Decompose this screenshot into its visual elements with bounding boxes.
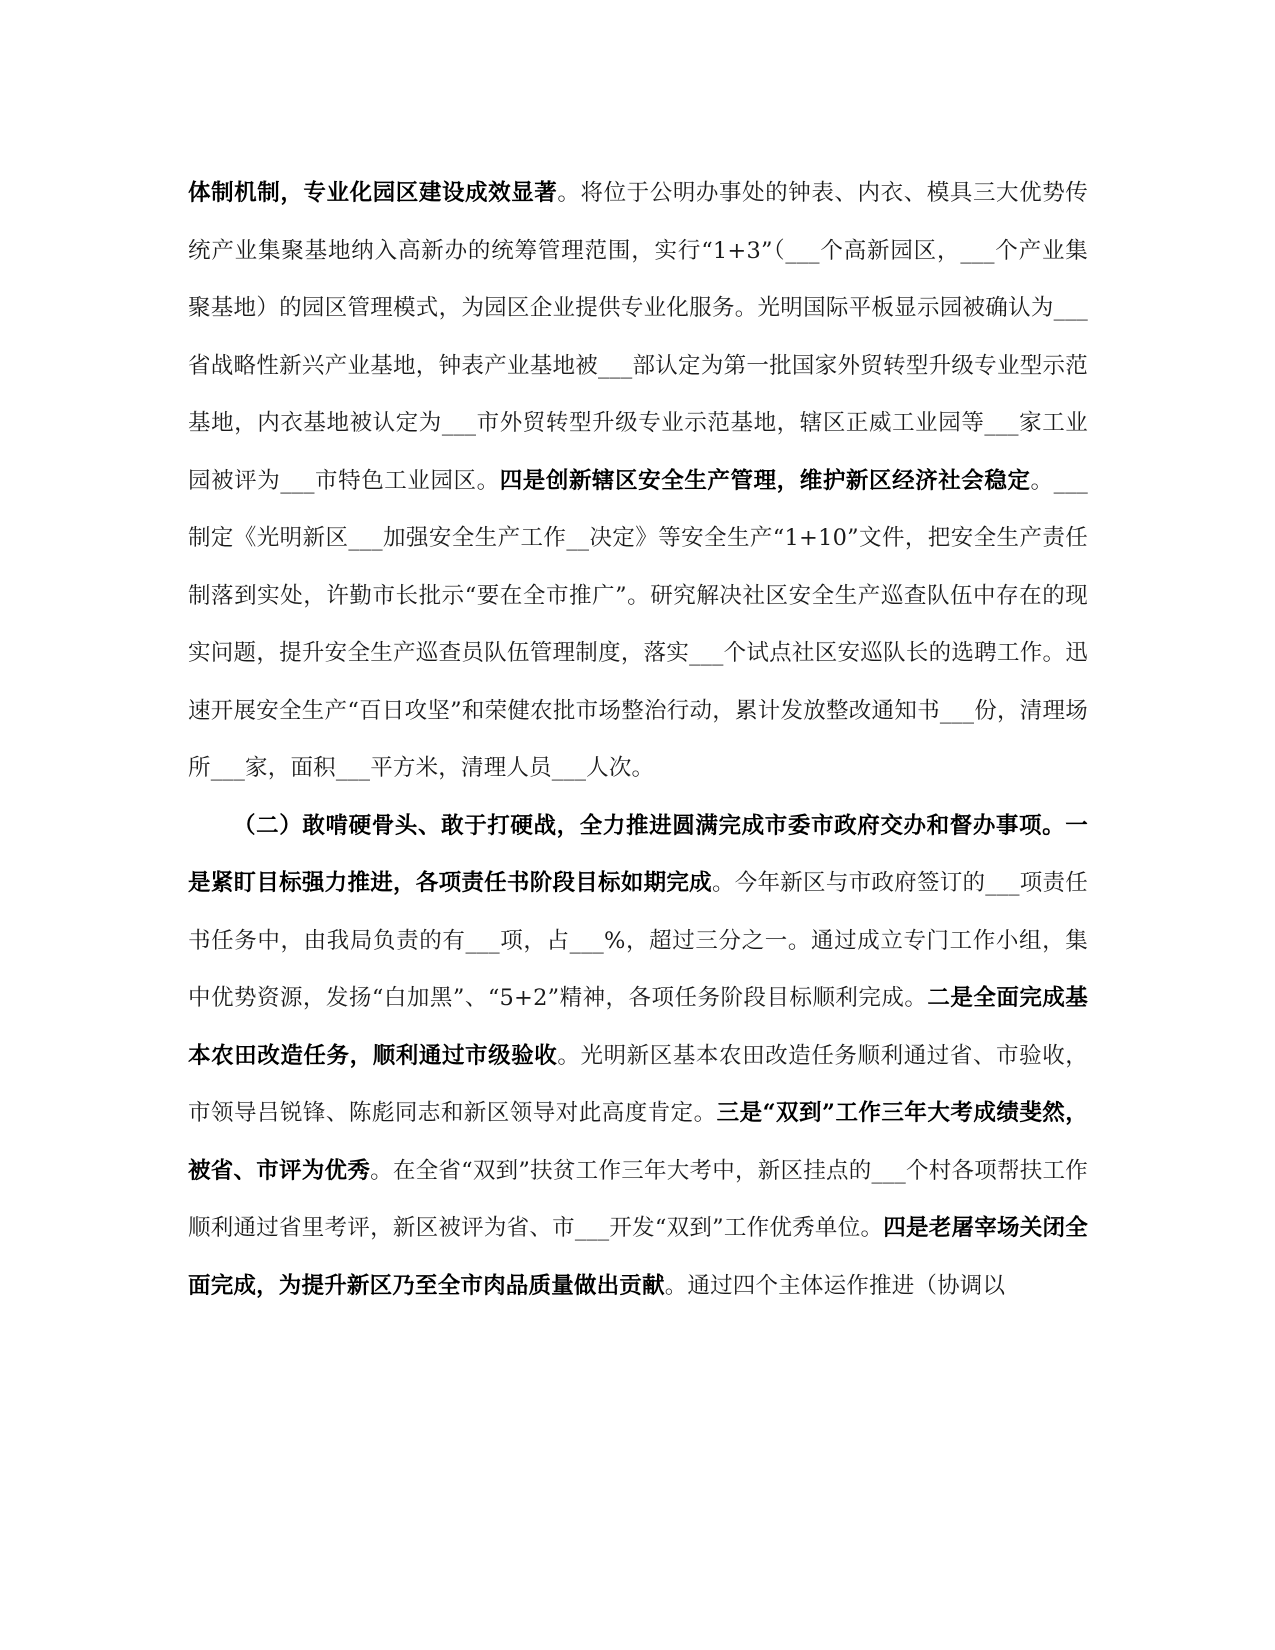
para1-text-1: 。将位于公明办事处的钟表、内衣、模具三大优势传统产业集聚基地纳入高新办的统筹管理范围，实行“1+3”（___个高新园区，___个产业集聚基地）的园区管理模式，为园区企业提供专业化服务。光明国际平板显示园被确认为___省战略性新兴产业基地，钟表产业基地被___部认定为第一批国家外贸转型升级专业型示范基地，内衣基地被认定为___市外贸转型升级专业示范基地，辖区正威工业园等___家工业园被评为___市特色工业园区。 [188,180,1088,494]
para2-heading-1: （二）敢啃硬骨头、敢于打硬战，全力推进圆满完成市委市政府交办和督办事项。一是紧盯目标强力推进，各项责任书阶段目标如期完成 [188,812,1088,896]
paragraph-2 [188,798,1088,1316]
para2-heading-2: 二是全面完成基本农田改造任务，顺利通过市级验收 [188,985,1088,1069]
paragraph-1 [188,165,1088,798]
para1-text-2: 。___制定《光明新区___加强安全生产工作__决定》等安全生产“1+10”文件，把安全生产责任制落到实处，许勤市长批示“要在全市推广”。研究解决社区安全生产巡查队伍中存在的现实问题，提升安全生产巡查员队伍管理制度，落实___个试点社区安巡队长的选聘工作。迅速开展安全生产“百日攻坚”和荣健农批市场整治行动，累计发放整改通知书___份，清理场所___家，面积___平方米，清理人员___人次。 [188,467,1088,781]
para2-heading-3: 三是“双到”工作三年大考成绩斐然，被省、市评为优秀 [188,1100,1088,1184]
para2-text-1: 。今年新区与市政府签订的___项责任书任务中，由我局负责的有___项，占___%，超过三分之一。通过成立专门工作小组，集中优势资源，发扬“白加黑”、“5+2”精神，各项任务阶段目标顺利完成。 [188,870,1088,1011]
para1-heading-2: 四是创新辖区安全生产管理，维护新区经济社会稳定 [499,467,1031,494]
document-body [188,165,1088,1315]
para2-text-3: 。在全省“双到”扶贫工作三年大考中，新区挂点的___个村各项帮扶工作顺利通过省里考评，新区被评为省、市___开发“双到”工作优秀单位。 [188,1157,1088,1241]
para1-heading-1: 体制机制，专业化园区建设成效显著 [188,180,558,206]
para2-text-2: 。光明新区基本农田改造任务顺利通过省、市验收，市领导吕锐锋、陈彪同志和新区领导对此高度肯定。 [188,1042,1088,1126]
para2-text-4: 。通过四个主体运作推进（协调以 [664,1272,1006,1299]
para2-heading-4: 四是老屠宰场关闭全面完成，为提升新区乃至全市肉品质量做出贡献 [188,1215,1088,1299]
